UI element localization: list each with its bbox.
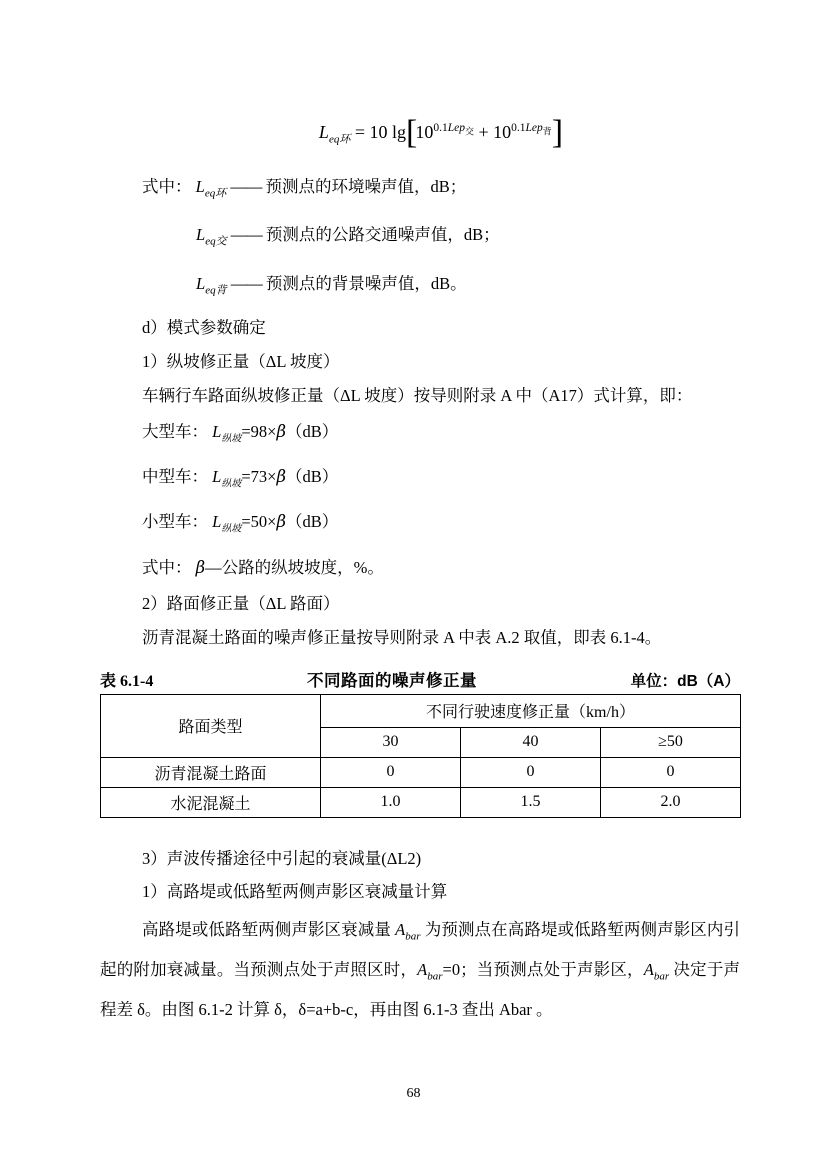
environment-noise-formula <box>100 106 740 154</box>
text-slope-correction: 车辆行车路面纵坡修正量（ΔL 坡度）按导则附录 A 中（A17）式计算，即： <box>142 385 693 405</box>
cell-value: 1.5 <box>461 787 601 817</box>
section-attenuation <box>100 842 740 1028</box>
table-row <box>101 757 741 787</box>
vehicle-expression: =50× <box>241 512 277 532</box>
vehicle-formula-medium <box>100 458 740 503</box>
cell-value: 0 <box>461 757 601 787</box>
pavement-noise-correction-table <box>100 694 741 818</box>
cell-value: 1.0 <box>321 787 461 817</box>
formula-term2-exp-var: Lep <box>525 122 543 134</box>
formula-term2-exp-coef: 0.1 <box>511 122 526 134</box>
vehicle-formula-small <box>100 503 740 548</box>
beta-symbol: β <box>276 512 286 532</box>
definition-line <box>100 263 740 311</box>
vehicle-unit: （dB） <box>285 421 339 441</box>
symbol-l-zongpo: $L_{纵坡}$ <box>212 512 242 535</box>
cell-pavement-type: 沥青混凝土路面 <box>101 757 321 787</box>
vehicle-label: 中型车： <box>142 467 208 487</box>
formula-open-bracket: [ <box>405 114 416 151</box>
cell-value: 0 <box>321 757 461 787</box>
symbol-leq-huan: $L_{eq环}$ <box>195 177 227 200</box>
formula-rhs-prefix: = 10 lg <box>350 122 406 142</box>
paragraph-run: 为预测点在高路堤或低路堑两侧声影区内引起的附加衰减量。当预测点处于声照区时， <box>100 919 741 980</box>
vehicle-formula-list <box>100 413 740 549</box>
heading-3-attenuation: 3）声波传播途径中引起的衰减量(ΔL2) <box>142 848 422 868</box>
table-unit: 单位：dB（A） <box>630 672 740 690</box>
symbol-leq-bei: $L_{eq背}$ <box>196 273 227 296</box>
table-header-row <box>101 694 741 727</box>
formula-term1-exp-var: Lep <box>447 122 465 134</box>
table-row <box>101 787 741 817</box>
formula-term1-base: 10 <box>415 122 434 142</box>
paragraph-abar <box>100 913 740 1028</box>
table-title: 不同路面的噪声修正量 <box>306 671 477 690</box>
definition-text: 预测点的环境噪声值，dB； <box>265 177 467 196</box>
beta-symbol: β <box>276 467 286 487</box>
formula-term2-exponent <box>511 122 552 137</box>
definition-line <box>100 214 740 262</box>
formula-lhs-var: L <box>318 122 329 142</box>
header-speed-50: ≥50 <box>601 727 741 757</box>
header-pavement-type: 路面类型 <box>101 694 321 757</box>
symbol-leq-jiao: $L_{eq交}$ <box>196 225 227 248</box>
formula-close-bracket: ] <box>551 114 562 151</box>
cell-pavement-type: 水泥混凝土 <box>101 787 321 817</box>
text-pavement-correction: 沥青混凝土路面的噪声修正量按导则附录 A 中表 A.2 取值，即表 6.1-4。 <box>142 627 662 647</box>
where-label: 式中： <box>142 557 192 577</box>
beta-definition-text: —公路的纵坡坡度，%。 <box>205 557 384 577</box>
header-speed-group: 不同行驶速度修正量（km/h） <box>321 694 741 727</box>
where-label: 式中： <box>142 177 192 196</box>
formula-term2-exp-sub: 背 <box>542 126 552 137</box>
abar-subscript: bar <box>427 970 443 983</box>
vehicle-expression: =73× <box>241 467 277 487</box>
beta-symbol: β <box>276 421 286 441</box>
vehicle-expression: =98× <box>241 421 277 441</box>
header-speed-40: 40 <box>461 727 601 757</box>
vehicle-label: 大型车： <box>142 421 208 441</box>
formula-term1-exp-coef: 0.1 <box>433 122 448 134</box>
formula-operator: + <box>473 122 494 142</box>
formula-term2-base: 10 <box>493 122 512 142</box>
cell-value: 2.0 <box>601 787 741 817</box>
header-speed-30: 30 <box>321 727 461 757</box>
table-number: 表 6.1-4 <box>100 672 154 690</box>
vehicle-unit: （dB） <box>285 467 339 487</box>
paragraph-run: 决定于声程差 δ。由图 6.1-2 计算 δ，δ=a+b-c，再由图 6.1-3 查出 Abar 。 <box>100 960 741 1020</box>
formula-term1-exp-sub: 交 <box>464 126 474 137</box>
beta-definition-line <box>100 549 740 587</box>
abar-symbol: A <box>395 919 406 939</box>
abar-symbol: A <box>417 960 428 980</box>
vehicle-formula-large <box>100 413 740 458</box>
formula-definitions <box>100 166 740 311</box>
formula-term1-exponent <box>433 122 474 137</box>
symbol-l-zongpo: $L_{纵坡}$ <box>212 467 242 490</box>
cell-value: 0 <box>601 757 741 787</box>
table-caption <box>100 667 740 691</box>
definition-dash: —— <box>230 225 262 245</box>
heading-d-model-parameters: d）模式参数确定 <box>142 317 266 337</box>
beta-symbol: β <box>195 557 206 577</box>
symbol-l-zongpo: $L_{纵坡}$ <box>212 421 242 445</box>
heading-3-1-shadow-zone: 1）高路堤或低路堑两侧声影区衰减量计算 <box>142 881 448 901</box>
heading-1-slope-correction: 1）纵坡修正量（ΔL 坡度） <box>142 351 340 371</box>
definition-line <box>100 166 740 214</box>
vehicle-unit: （dB） <box>285 512 339 532</box>
heading-2-pavement-correction: 2）路面修正量（ΔL 路面） <box>142 593 340 613</box>
definition-dash: —— <box>230 273 262 293</box>
abar-subscript: bar <box>653 970 670 983</box>
abar-symbol: A <box>643 960 654 980</box>
definition-text: 预测点的背景噪声值，dB。 <box>265 273 467 293</box>
definition-dash: —— <box>230 177 262 196</box>
formula-lhs-sub: eq环 <box>328 133 351 146</box>
paragraph-run: =0；当预测点处于声影区， <box>442 960 644 980</box>
vehicle-label: 小型车： <box>142 512 208 532</box>
page-number: 68 <box>406 1086 421 1101</box>
abar-subscript: bar <box>405 930 421 943</box>
definition-text: 预测点的公路交通噪声值，dB； <box>265 225 500 245</box>
paragraph-run: 高路堤或低路堑两侧声影区衰减量 <box>142 919 396 939</box>
